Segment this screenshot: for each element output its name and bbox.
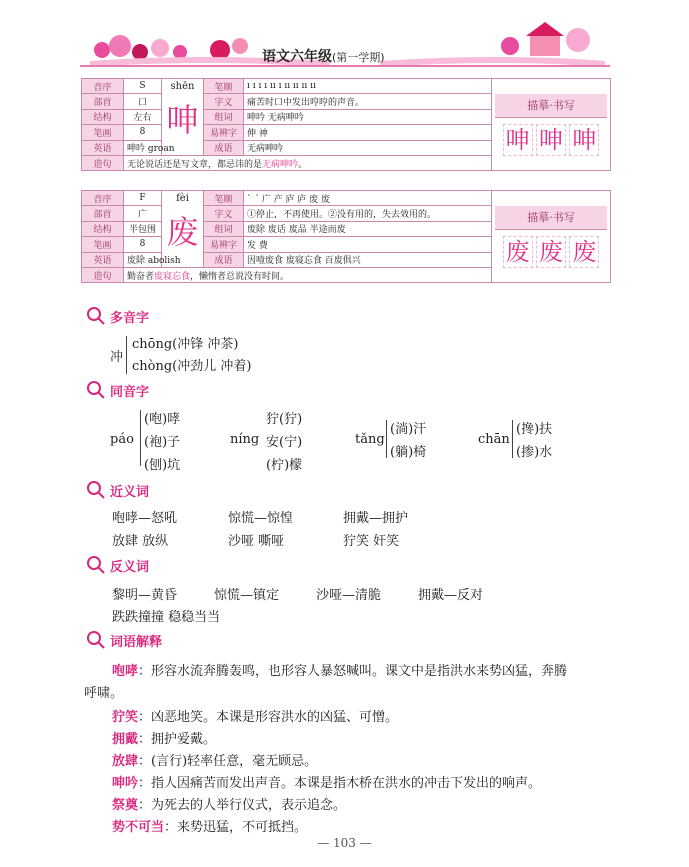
synonym-pair: 放肆 放纵 <box>112 534 169 549</box>
value: 左右 <box>124 109 162 124</box>
practice-char: 呻 <box>503 124 533 156</box>
magnifier-icon <box>86 380 106 400</box>
definition-cont: 呼啸。 <box>84 686 124 701</box>
pinyin: páo <box>110 432 134 447</box>
value: S <box>124 79 162 94</box>
homophone: (刨)坑 <box>144 458 181 473</box>
definition: 拥戴：拥护爱戴。 <box>112 732 217 747</box>
homophone: 安(宁) <box>266 435 303 450</box>
label: 结构 <box>82 221 124 236</box>
definition: 咆哮：形容水流奔腾轰鸣，也形容人暴怒喊叫。课文中是指洪水来势凶猛，奔腾 <box>112 664 568 679</box>
polyphone-char: 冲 <box>110 350 124 365</box>
synonym-pair: 沙哑 嘶哑 <box>228 534 285 549</box>
label: 成语 <box>204 252 244 267</box>
label: 笔顺 <box>204 191 244 206</box>
antonym-pair: 跌跌撞撞 稳稳当当 <box>112 610 221 625</box>
reading: chòng(冲劲儿 冲着) <box>132 359 252 374</box>
sentence: 勤奋者废寝忘食，懒惰者总说没有时间。 <box>124 267 492 282</box>
label: 易辨字 <box>204 125 244 140</box>
char-card-shen <box>81 78 611 171</box>
pinyin: níng <box>230 432 260 447</box>
pinyin: chān <box>478 432 510 447</box>
label: 造句 <box>82 267 124 282</box>
value: 广 <box>124 206 162 221</box>
meaning: ①停止，不再使用。②没有用的，失去效用的。 <box>244 206 492 221</box>
label: 音序 <box>82 79 124 94</box>
synonym-pair: 惊慌—惊惶 <box>228 511 294 526</box>
homophone: (柠)檬 <box>266 458 303 473</box>
label: 成语 <box>204 140 244 155</box>
antonym-pair: 惊慌—镇定 <box>214 588 280 603</box>
label: 音序 <box>82 191 124 206</box>
homophone: (躺)椅 <box>390 445 427 460</box>
synonym-pair: 拥戴—拥护 <box>343 511 409 526</box>
idiom: 无病呻吟 <box>244 140 492 155</box>
label: 笔顺 <box>204 79 244 94</box>
section-heading-duoyin: 多音字 <box>86 306 149 326</box>
brace <box>512 420 513 458</box>
pinyin: fèi <box>176 193 189 204</box>
homophone: (咆)哮 <box>144 412 181 427</box>
label: 笔画 <box>82 125 124 140</box>
antonym-pair: 沙哑—清脆 <box>316 588 382 603</box>
value: 8 <box>124 237 162 252</box>
label: 部首 <box>82 94 124 109</box>
practice-char: 废 <box>503 236 533 268</box>
label: 组词 <box>204 221 244 236</box>
practice-box <box>492 191 611 283</box>
section-heading-jieshi: 词语解释 <box>86 630 162 650</box>
magnifier-icon <box>86 306 106 326</box>
definition: 呻吟：指人因痛苦而发出声音。本课是指木桥在洪水的冲击下发出的响声。 <box>112 776 542 791</box>
pinyin: shēn <box>170 81 195 92</box>
antonym-pair: 黎明—黄昏 <box>112 588 178 603</box>
magnifier-icon <box>86 555 106 575</box>
label: 英语 <box>82 252 124 267</box>
value: F <box>124 191 162 206</box>
meaning: 痛苦时口中发出哼哼的声音。 <box>244 94 492 109</box>
magnifier-icon <box>86 630 106 650</box>
label: 英语 <box>82 140 124 155</box>
brace <box>126 336 127 374</box>
page-number: — 103 — <box>317 836 372 850</box>
brace <box>140 410 141 466</box>
synonym-pair: 狞笑 奸笑 <box>343 534 400 549</box>
homophone: (搀)扶 <box>516 422 553 437</box>
char-card-fei <box>81 190 611 283</box>
idiom: 因噎废食 废寝忘食 百废俱兴 <box>244 252 492 267</box>
definition: 狞笑：凶恶地笑。本课是形容洪水的凶猛、可憎。 <box>112 710 399 725</box>
value: 8 <box>124 125 162 140</box>
header-rule <box>80 65 610 67</box>
stroke-order: ı ı ı ı ıı ı ıı ıı ıı ıı <box>244 79 492 94</box>
confuse: 发 费 <box>244 237 492 252</box>
definition: 放肆：(言行)轻率任意，毫无顾忌。 <box>112 754 318 769</box>
label: 易辨字 <box>204 237 244 252</box>
practice-label: 描摹·书写 <box>495 206 607 230</box>
char-cell <box>162 191 204 268</box>
label: 造句 <box>82 155 124 170</box>
big-char: 呻 <box>166 101 199 139</box>
practice-char: 呻 <box>536 124 566 156</box>
label: 字义 <box>204 94 244 109</box>
confuse: 伸 神 <box>244 125 492 140</box>
label: 结构 <box>82 109 124 124</box>
practice-box <box>492 79 611 171</box>
label: 字义 <box>204 206 244 221</box>
practice-char: 废 <box>536 236 566 268</box>
english: 废除 abolish <box>124 252 162 267</box>
char-cell <box>162 79 204 156</box>
page-title: 语文六年级(第一学期) <box>262 49 385 65</box>
definition: 祭奠：为死去的人举行仪式，表示追念。 <box>112 798 347 813</box>
big-char: 废 <box>166 213 199 251</box>
homophone: (袍)子 <box>144 435 181 450</box>
homophone: 狞(狞) <box>266 412 303 427</box>
section-heading-jinyi: 近义词 <box>86 480 149 500</box>
words: 呻吟 无病呻吟 <box>244 109 492 124</box>
value: 口 <box>124 94 162 109</box>
value: 半包围 <box>124 221 162 236</box>
reading: chōng(冲锋 冲茶) <box>132 337 239 352</box>
section-heading-tongyin: 同音字 <box>86 380 149 400</box>
definition: 势不可当：来势迅猛，不可抵挡。 <box>112 820 308 835</box>
label: 组词 <box>204 109 244 124</box>
practice-char: 废 <box>569 236 599 268</box>
stroke-order: ˋ ˊ 广 产 庐 庐 废 废 <box>244 191 492 206</box>
magnifier-icon <box>86 480 106 500</box>
practice-label: 描摹·书写 <box>495 94 607 118</box>
section-heading-fanyi: 反义词 <box>86 555 149 575</box>
antonym-pair: 拥戴—反对 <box>418 588 484 603</box>
words: 废除 废话 废品 半途而废 <box>244 221 492 236</box>
homophone: (掺)水 <box>516 445 553 460</box>
practice-char: 呻 <box>569 124 599 156</box>
brace <box>386 420 387 458</box>
pinyin: tǎng <box>355 432 385 447</box>
synonym-pair: 咆哮—怒吼 <box>112 511 178 526</box>
sentence: 无论说话还是写文章，都忌讳的是无病呻吟。 <box>124 155 492 170</box>
label: 部首 <box>82 206 124 221</box>
label: 笔画 <box>82 237 124 252</box>
homophone: (淌)汗 <box>390 422 427 437</box>
english: 呻吟 groan <box>124 140 162 155</box>
